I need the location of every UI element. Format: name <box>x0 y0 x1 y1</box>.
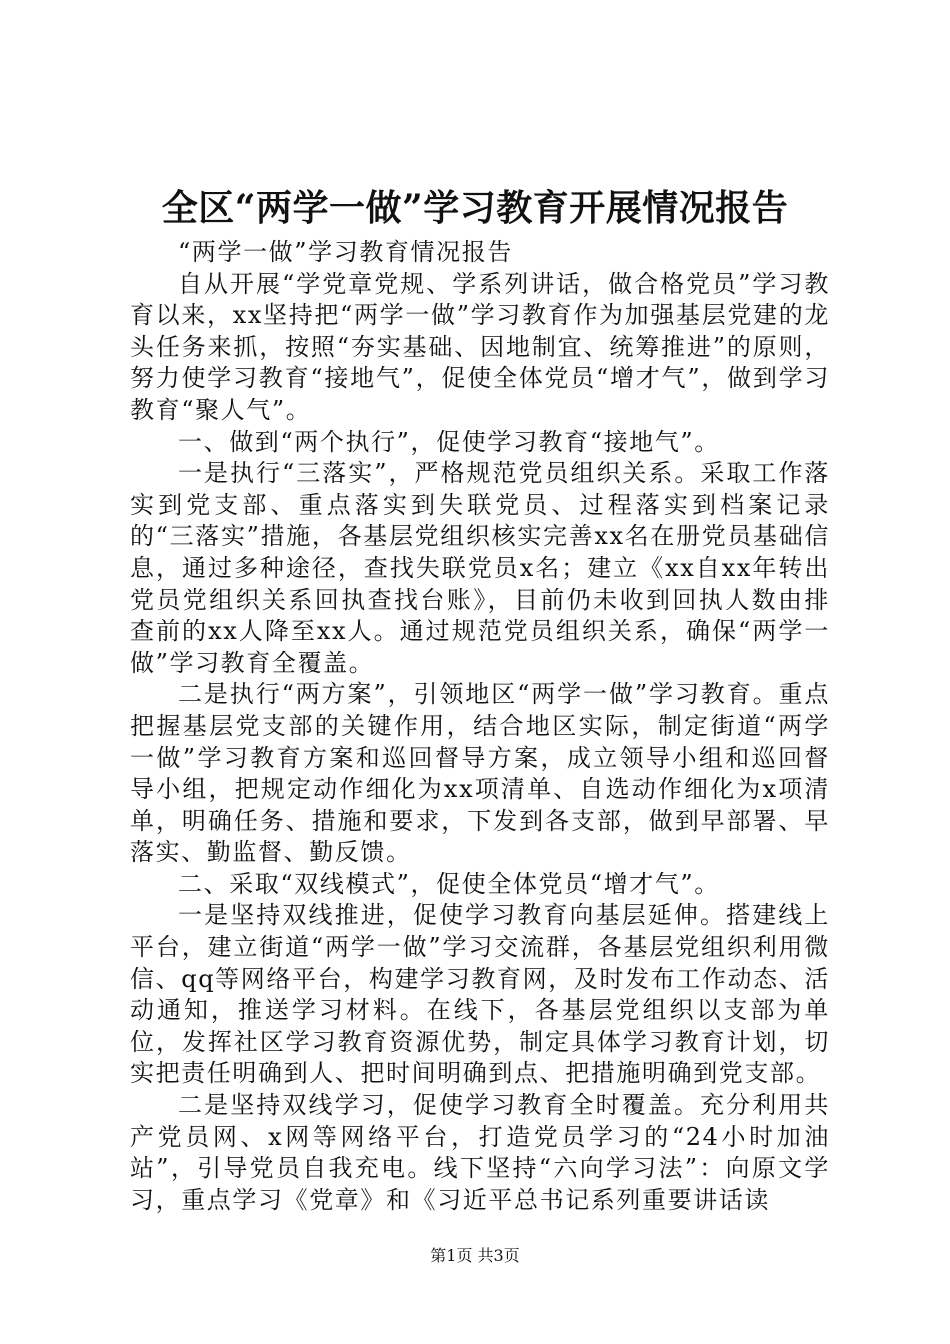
body-paragraph: 二是执行“两方案”，引领地区“两学一做”学习教育。重点把握基层党支部的关键作用，结合地区实际，制定街道“两学一做”学习教育方案和巡回督导方案，成立领导小组和巡回督导小组，把规定动作细化为xx项清单、自选动作细化为x项清单，明确任务、措施和要求，下发到各支部，做到早部署、早落实、勤监督、勤反馈。 <box>130 680 830 867</box>
page-number-footer: 第1页 共3页 <box>430 1246 520 1265</box>
document-title: 全区“两学一做”学习教育开展情况报告 <box>161 187 789 229</box>
section-heading-2: 二、采取“双线模式”，促使全体党员“增才气”。 <box>178 869 720 898</box>
body-paragraph: 一是执行“三落实”，严格规范党员组织关系。采取工作落实到党支部、重点落实到失联党员、过程落实到档案记录的“三落实”措施，各基层党组织核实完善xx名在册党员基础信息，通过多种途径，查找失联党员x名；建立《xx自xx年转出党员党组织关系回执查找台账》，目前仍未收到回执人数由排查前的xx人降至xx人。通过规范党员组织关系，确保“两学一做”学习教育全覆盖。 <box>130 459 830 677</box>
subtitle-paragraph: “两学一做”学习教育情况报告 <box>178 238 513 266</box>
body-paragraph: 二是坚持双线学习，促使学习教育全时覆盖。充分利用共产党员网、x网等网络平台，打造党员学习的“24小时加油站”，引导党员自我充电。线下坚持“六向学习法”：向原文学习，重点学习《党章》和《习近平总书记系列重要讲话读 <box>130 1091 830 1214</box>
body-paragraph: 一是坚持双线推进，促使学习教育向基层延伸。搭建线上平台，建立街道“两学一做”学习交流群，各基层党组织利用微信、qq等网络平台，构建学习教育网，及时发布工作动态、活动通知，推送学习材料。在线下，各基层党组织以支部为单位，发挥社区学习教育资源优势，制定具体学习教育计划，切实把责任明确到人、把时间明确到点、把措施明确到党支部。 <box>130 901 830 1088</box>
document-body <box>130 237 830 1216</box>
section-heading-1: 一、做到“两个执行”，促使学习教育“接地气”。 <box>178 427 720 456</box>
intro-paragraph: 自从开展“学党章党规、学系列讲话，做合格党员”学习教育以来，xx坚持把“两学一做”学习教育作为加强基层党建的龙头任务来抓，按照“夯实基础、因地制宜、统筹推进”的原则，努力使学习教育“接地气”，促使全体党员“增才气”，做到学习教育“聚人气”。 <box>130 269 830 424</box>
